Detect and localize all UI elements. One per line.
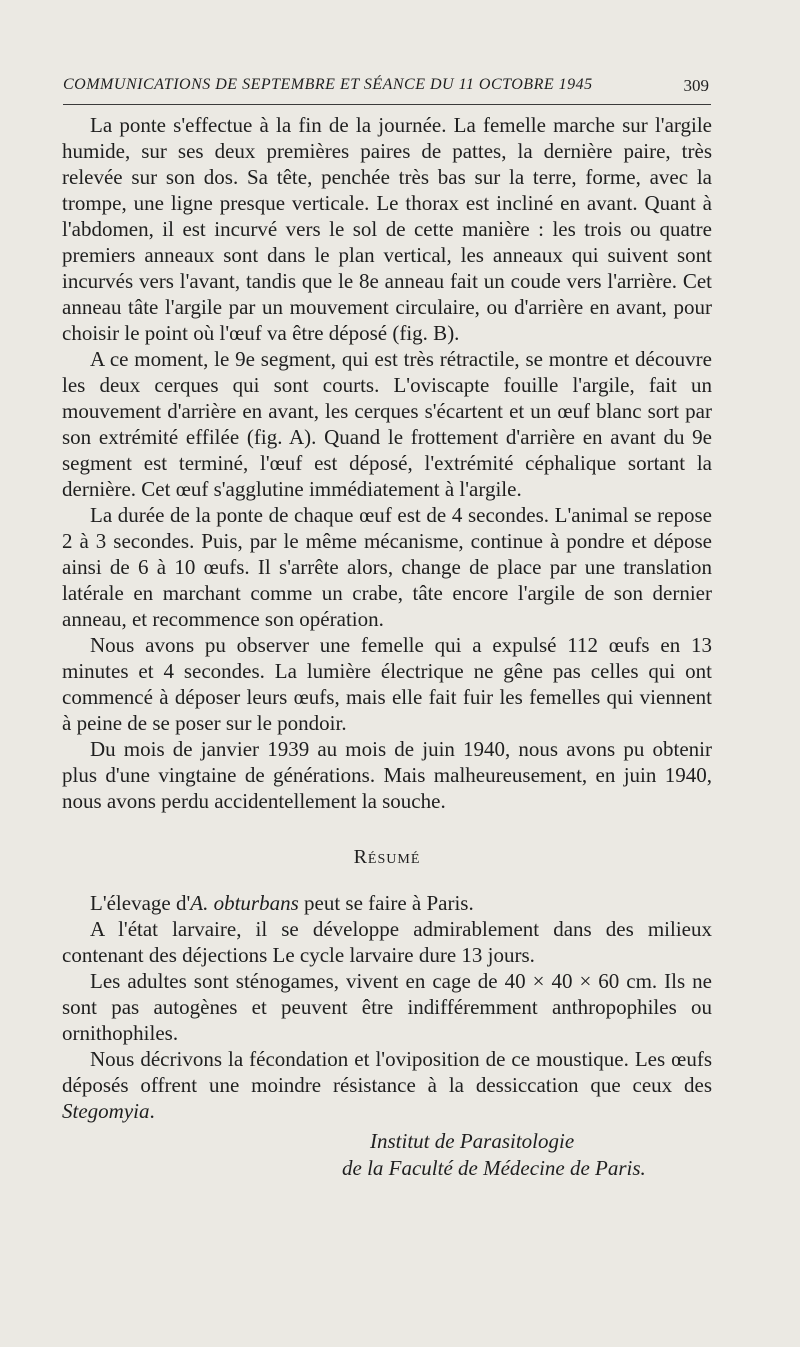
paragraph-generations: Du mois de janvier 1939 au mois de juin 1940, nous avons pu obtenir plus d'une vingtaine de générations. Mais malheureusement, en juin 1940, nous avons perdu accidentellement la souche. <box>62 737 712 813</box>
species-name: A. obturbans <box>190 891 299 915</box>
summary-paragraph-4 <box>62 1046 712 1124</box>
summary-paragraph-2: A l'état larvaire, il se développe admirablement dans des milieux contenant des déjections Le cycle larvaire dure 13 jours. <box>62 917 712 967</box>
paragraph-ninth-segment: A ce moment, le 9e segment, qui est très rétractile, se montre et découvre les deux cerques qui sont courts. L'oviscapte fouille l'argile, fait un mouvement d'arrière en avant, les cerques s'écartent et un œuf blanc sort par son extrémité effilée (fig. A). Quand le frottement d'arrière en avant du 9e segment est terminé, l'œuf est déposé, l'extrémité céphalique sortant la dernière. Cet œuf s'agglutine immédiatement à l'argile. <box>62 347 712 501</box>
summary-heading: Résumé <box>353 846 421 868</box>
summary-text: L'élevage d' <box>90 891 191 915</box>
page-header <box>63 74 711 105</box>
paragraph-laying-duration: La durée de la ponte de chaque œuf est de 4 secondes. L'animal se repose 2 à 3 secondes. Puis, par le même mécanisme, continue à pondre et dépose ainsi de 6 à 10 œufs. Il s'arrête alors, change de place par une translation latérale en marchant comme un crabe, tâte encore l'argile de son dernier anneau, et recommence son opération. <box>62 503 712 631</box>
summary-paragraph-1 <box>62 890 712 916</box>
summary-text: Nous décrivons la fécondation et l'oviposition de ce moustique. Les œufs déposés offrent une moindre résistance à la dessiccation que ceux des <box>62 1047 712 1097</box>
summary-text: . <box>149 1099 155 1123</box>
running-title: COMMUNICATIONS DE SEPTEMBRE ET SÉANCE DU 11 OCTOBRE 1945 <box>63 76 593 93</box>
institution-signature <box>62 1128 712 1182</box>
signature-line-1: Institut de Parasitologie <box>370 1129 575 1153</box>
page-number: 309 <box>683 76 709 95</box>
summary-paragraph-3: Les adultes sont sténogames, vivent en cage de 40 × 40 × 60 cm. Ils ne sont pas autogènes et peuvent être indifféremment anthropophiles ou ornithophiles. <box>62 969 712 1045</box>
signature-line-2: de la Faculté de Médecine de Paris. <box>342 1156 646 1180</box>
summary-text: peut se faire à Paris. <box>298 891 474 915</box>
paragraph-observation: Nous avons pu observer une femelle qui a expulsé 112 œufs en 13 minutes et 4 secondes. La lumière électrique ne gêne pas celles qui ont commencé à déposer leurs œufs, mais elle fait fuir les femelles qui viennent à peine de se poser sur le pondoir. <box>62 633 712 735</box>
paragraph-laying: La ponte s'effectue à la fin de la journée. La femelle marche sur l'argile humide, sur ses deux premières paires de pattes, la dernière paire, très relevée sur son dos. Sa tête, penchée très bas sur la terre, forme, avec la trompe, une ligne presque verticale. Le thorax est incliné en avant. Quant à l'abdomen, il est incurvé vers le sol de cette manière : les trois ou quatre premiers anneaux sont dans le plan vertical, les anneaux qui suivent sont incurvés vers l'avant, tandis que le 8e anneau fait un coude vers l'arrière. Cet anneau tâte l'argile par un mouvement circulaire, ou d'arrière en avant, pour choisir le point où l'œuf va être déposé (fig. B). <box>62 113 712 345</box>
genus-name: Stegomyia <box>62 1099 150 1123</box>
article-body <box>62 112 712 1182</box>
